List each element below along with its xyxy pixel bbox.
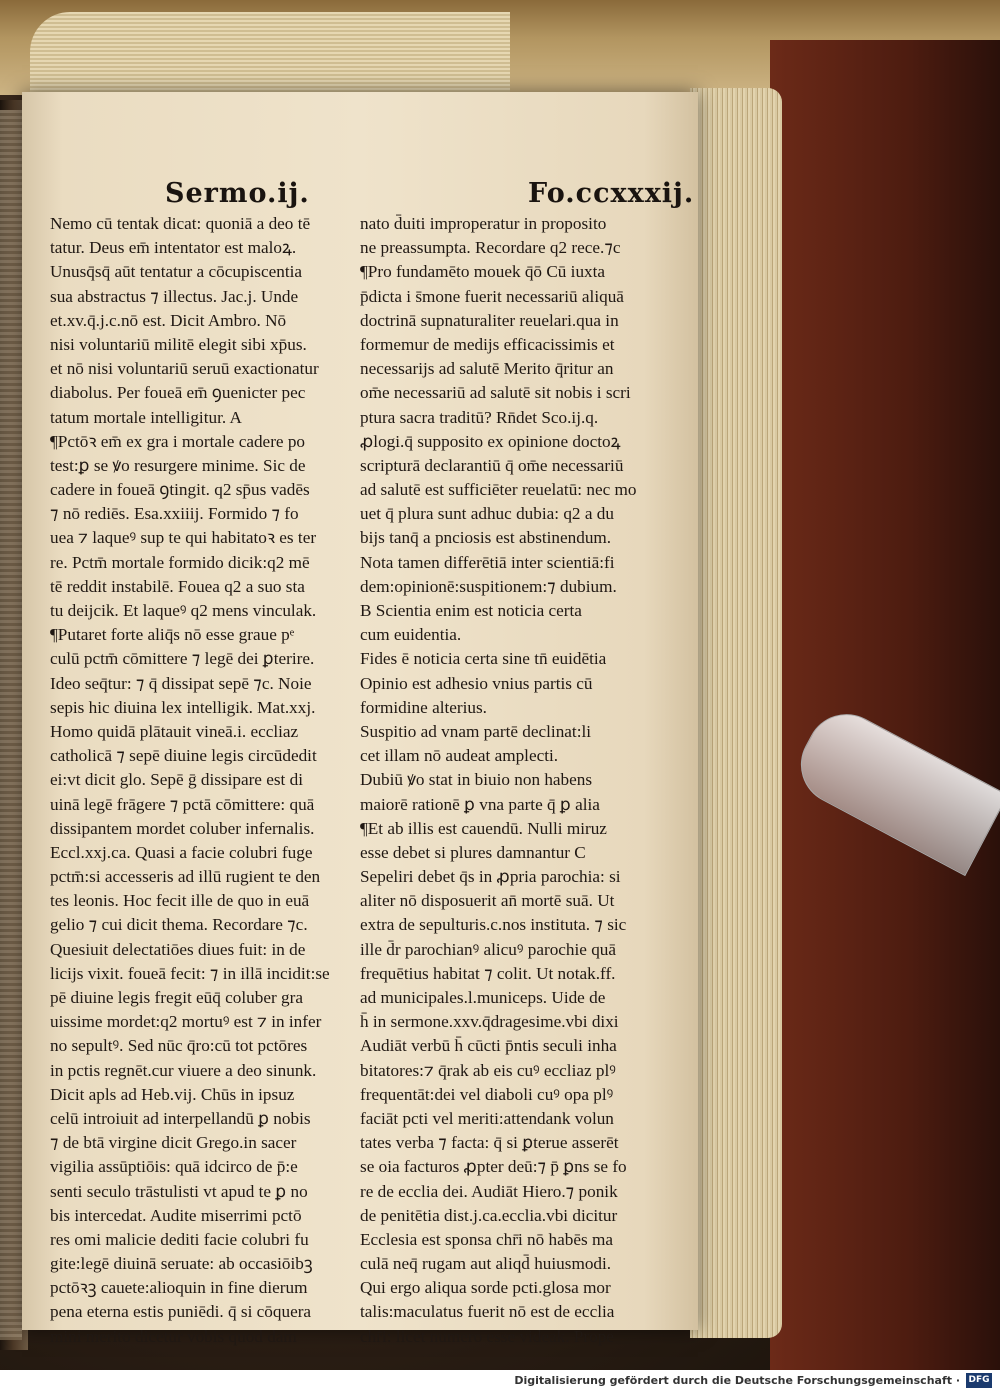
text-line: p̄dicta i s̄mone fuerit necessariū aliquā	[360, 286, 624, 306]
text-line: frequētius habitat ⁊ colit. Ut notak.ff.	[360, 963, 616, 983]
running-header-sermon: Sermo.ij.	[165, 178, 310, 209]
text-line: de penitētia dist.j.ca.ecclia.vbi dicitur	[360, 1205, 618, 1225]
text-line: pena eterna estis puniēdi. q̄ si cōquera	[50, 1302, 312, 1322]
text-line: sepis hic diuina lex intelligik. Mat.xxj.	[50, 697, 316, 717]
text-line: vigilia assūptiōis: quā idcirco de p̄:e	[50, 1157, 298, 1177]
text-line: res omi malicie dediti facie colubri fu	[50, 1229, 309, 1249]
text-line: h̄ in sermone.xxv.q̄dragesime.vbi dixi	[360, 1012, 619, 1032]
text-line: nisi voluntariū militē elegit sibi xp̄us.	[50, 334, 307, 354]
text-line: culū pctm̄ cōmittere ⁊ legē dei ꝑterire.	[50, 649, 315, 669]
text-line: re. Pctm̄ mortale formido dicik:q2 mē	[50, 552, 310, 572]
text-line: Dicit apls ad Heb.vij. Chūs in ipsuz	[50, 1084, 295, 1104]
text-line: se oia facturos ꝓpter deū:⁊ p̄ ꝑns se fo	[360, 1157, 627, 1177]
text-line: ei:vt dicit glo. Sepē ḡ dissipare est di	[50, 770, 303, 790]
folio-number: Fo.ccxxxij.	[528, 178, 695, 209]
text-line: diabolus. Per foueā em̄ ꝯuenicter pec	[50, 383, 306, 403]
text-line: uinā legē frāgere ⁊ pctā cōmittere: quā	[50, 794, 315, 814]
text-line: tates verba ⁊ facta: q̄ si ꝑterue asserēt	[360, 1133, 619, 1153]
text-line: pē diuine legis fregit eūq̄ coluber gra	[50, 988, 303, 1007]
text-line: licijs vixit. foueā fecit: ⁊ in illā incidit:se	[50, 963, 330, 983]
text-line: tē reddit instabilē. Fouea q2 a suo sta	[50, 576, 305, 596]
text-line: Dubiū ꝟo stat in biuio non habens	[360, 770, 593, 790]
text-line: ⁊ de btā virgine dicit Grego.in sacer	[50, 1133, 297, 1153]
text-line: Sepeliri debet q̄s in ꝓpria parochia: si	[360, 867, 621, 887]
text-line: aliter nō disposuerit an̄ mortē suā. Ut	[360, 891, 615, 911]
text-line: cum euidentia.	[360, 625, 462, 645]
text-line: no sepultꝰ. Sed nūc q̄ro:cū tot pctōres	[50, 1036, 308, 1056]
page-fore-edge	[690, 88, 782, 1338]
text-line: gite:legē diuinā seruate: ab occasiōibꝫ	[50, 1254, 313, 1274]
text-line: in pctis regnēt.cur viuere a deo sinunk.	[50, 1060, 317, 1080]
text-line: ille d̄r parochianꝰ alicuꝰ parochie quā	[360, 939, 617, 959]
text-line: Audiāt verbū h̄ cūcti p̄ntis seculi inha	[360, 1036, 617, 1056]
text-line: uea ⁊ laqueꝰ sup te qui habitatoꝛ es ter	[50, 528, 317, 548]
text-line: ad salutē est sufficiēter reuelatū: nec mo	[360, 480, 637, 500]
book-cover	[770, 40, 1000, 1370]
text-column-right	[360, 212, 685, 1349]
text-line: scripturā declarantiū q̄ om̄e necessariū	[360, 455, 624, 475]
text-line: tes leonis. Hoc fecit ille de quo in euā	[50, 891, 310, 911]
text-line: ¶Et ab illis est cauendū. Nulli miruz	[360, 818, 607, 838]
text-line: re de ecclia dei. Audiāt Hiero.⁊ ponik	[360, 1181, 618, 1201]
text-line: dem:opinionē:suspitionem:⁊ dubium.	[360, 576, 617, 596]
text-line: talis:maculatus fuerit nō est de ecclia	[360, 1302, 615, 1322]
text-line: et nō nisi voluntariū seruū exactionatur	[50, 359, 319, 379]
text-line: bis intercedat. Audite miserrimi pctō	[50, 1205, 302, 1225]
text-line: Nemo cū tentak dicat: quoniā a deo tē	[50, 214, 311, 233]
text-line: cadere in foueā ꝯtingit. q2 sp̄us vadēs	[50, 480, 310, 500]
text-line: Nota tamen differētiā inter scientiā:fi	[360, 552, 615, 572]
text-line: tu deijcik. Et laqueꝰ q2 mens vinculak.	[50, 601, 317, 620]
text-line: et.xv.q̄.j.c.nō est. Dicit Ambro. Nō	[50, 310, 287, 330]
text-line: ⁊ nō rediēs. Esa.xxiiij. Formido ⁊ fo	[50, 504, 299, 524]
text-line: bijs tanq̄ a pnciosis est abstinendum.	[360, 528, 612, 548]
text-line: Eccl.xxj.ca. Quasi a facie colubri fuge	[50, 842, 313, 862]
text-line: sua abstractus ⁊ illectus. Jac.j. Unde	[50, 286, 299, 306]
text-line: catholicā ⁊ sepē diuine legis circūdedit	[50, 746, 317, 766]
text-line: formidine alterius.	[360, 697, 487, 717]
text-line: ad municipales.l.municeps. Uide de	[360, 988, 606, 1007]
funding-credit: Digitalisierung gefördert durch die Deutsche Forschungsgemeinschaft ·	[514, 1374, 960, 1387]
text-line: esse debet si plures damnantur C	[360, 842, 586, 862]
text-line: Ideo seq̄tur: ⁊ q̄ dissipat sepē ⁊c. Noie	[50, 673, 312, 693]
text-line: gelio ⁊ cui dicit thema. Recordare ⁊c.	[50, 915, 308, 935]
text-line: pctōꝛꝫ cauete:alioquin in fine dierum	[50, 1278, 308, 1298]
text-line: Fides ē noticia certa sine tn̄ euidētia	[360, 649, 607, 669]
text-line: Ecclesia est sponsa chr̄i nō habēs ma	[360, 1229, 613, 1249]
text-line: B Scientia enim est noticia certa	[360, 601, 582, 620]
text-line: bitatores:⁊ q̄rak ab eis cuꝰ eccliaz plꝰ	[360, 1060, 616, 1080]
text-line: frequentāt:dei vel diaboli cuꝰ opa plꝰ	[360, 1084, 614, 1104]
text-line: chr̄i: licet numero esse videak. Prope	[360, 1326, 614, 1346]
text-line: mini merito dicetur vobis quod dam	[50, 1326, 297, 1346]
text-line: om̄e necessariū ad salutē sit nobis i scri	[360, 383, 631, 403]
text-line: nato d̄uiti improperatur in proposito	[360, 214, 607, 233]
text-line: uissime mordet:q2 mortuꝰ est ⁊ in infer	[50, 1012, 322, 1032]
text-line: celū introiuit ad interpellandū ꝑ nobis	[50, 1108, 311, 1128]
text-line: Suspitio ad vnam partē declinat:li	[360, 721, 592, 741]
facing-page-edge	[0, 110, 22, 1340]
text-line: ne preassumpta. Recordare q2 rece.⁊c	[360, 238, 621, 258]
facing-page-top	[30, 12, 510, 94]
text-line: ꝓlogi.q̄ supposito ex opinione doctoꝝ	[360, 431, 621, 451]
text-line: tatur. Deus em̄ intentator est maloꝝ.	[50, 238, 297, 258]
text-line: ¶Pctōꝛ em̄ ex gra i mortale cadere po	[50, 431, 306, 451]
text-line: ¶Putaret forte aliq̄s nō esse graue pᵉ	[50, 625, 295, 645]
text-column-left	[50, 212, 350, 1349]
text-line: doctrinā supnaturaliter reuelari.qua in	[360, 310, 619, 330]
text-line: Qui ergo aliqua sorde pcti.glosa mor	[360, 1278, 611, 1298]
text-line: Homo quidā plātauit vineā.i. eccliaz	[50, 721, 299, 741]
text-line: formemur de medijs efficacissimis et	[360, 334, 615, 354]
text-line: ptura sacra traditū? Rn̄det Sco.ij.q.	[360, 407, 599, 427]
text-line: culā neq̄ rugam aut aliqd̄ huiusmodi.	[360, 1254, 612, 1274]
text-line: cet illam nō audeat amplecti.	[360, 746, 559, 766]
text-line: pctm̄:si accesseris ad illū rugient te den	[50, 867, 321, 887]
text-line: maiorē rationē ꝑ vna parte q̄ ꝑ alia	[360, 794, 600, 814]
text-line: extra de sepulturis.c.nos instituta. ⁊ sic	[360, 915, 627, 935]
text-line: Opinio est adhesio vnius partis cū	[360, 673, 593, 693]
text-line: uet q̄ plura sunt adhuc dubia: q2 a du	[360, 504, 614, 524]
dfg-logo: DFG	[966, 1373, 992, 1388]
text-line: senti seculo trāstulisti vt apud te ꝑ no	[50, 1181, 308, 1201]
text-line: test:ꝑ se ꝟo resurgere minime. Sic de	[50, 455, 306, 475]
text-line: dissipantem mordet coluber infernalis.	[50, 818, 315, 838]
text-line: necessarijs ad salutē Merito q̄ritur an	[360, 359, 614, 379]
text-line: ¶Pro fundamēto mouek q̄ō Cū iuxta	[360, 262, 606, 282]
text-line: Quesiuit delectatiōes diues fuit: in de	[50, 939, 306, 959]
text-line: tatum mortale intelligitur. A	[50, 407, 242, 427]
text-line: faciāt pcti vel meriti:attendank volun	[360, 1108, 614, 1128]
text-line: Unusq̄sq̄ aūt tentatur a cōcupiscentia	[50, 262, 303, 282]
